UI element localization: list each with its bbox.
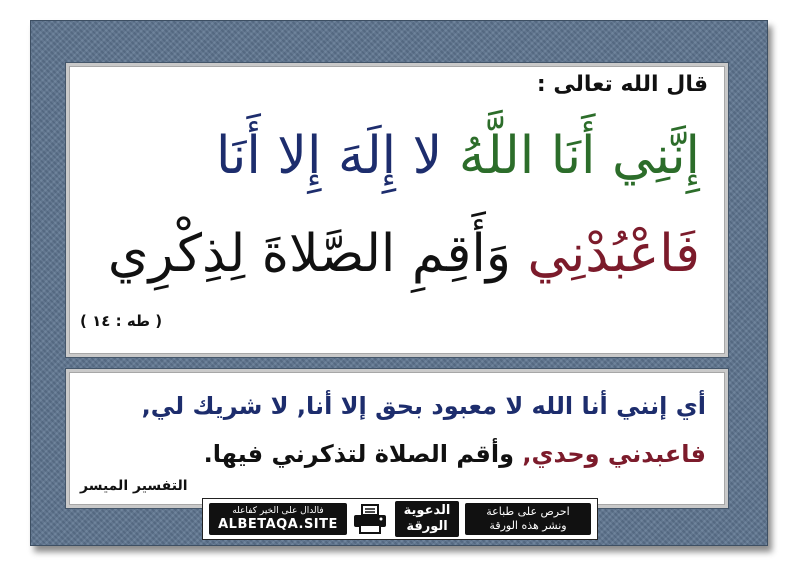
tafsir-text [66,382,706,478]
printer-icon [351,503,389,535]
brand-logo [395,501,459,537]
tafsir-source: التفسير الميسر [80,478,188,494]
verse-reference: ( طه : ١٤ ) [80,312,163,330]
verse-line-1 [216,126,700,186]
print-line: ونشر هذه الورقة [489,519,567,532]
brand-line: الورقة [406,519,448,534]
intro-heading: قال الله تعالى : [536,72,708,97]
tafsir-segment: لا شريك لي, [141,392,297,420]
verse-segment: فَاعْبُدْنِي [510,224,700,284]
tafsir-segment: فاعبدني وحدي, [522,440,706,468]
verse-segment: وَأَقِمِ الصَّلاةَ لِذِكْرِي [107,224,511,284]
verse-segment: أَنَا اللَّهُ [442,126,596,186]
verse-segment: لا إِلَهَ إِلا أَنَا [216,126,443,186]
verse-segment: إِنَّنِي [595,126,700,186]
footer-banner [202,498,598,540]
site-tagline: فالدال على الخير كفاعله [232,506,324,516]
tafsir-segment: أي إنني أنا الله لا معبود بحق إلا أنا, [296,392,706,420]
tafsir-segment: وأقم الصلاة لتذكرني فيها. [203,440,523,468]
print-line: احرص على طباعة [486,505,570,518]
verse-line-2 [108,224,700,284]
verse-panel [66,63,728,357]
print-notice [465,503,591,535]
site-name: ALBETAQA.SITE [218,517,338,532]
brand-line: الدعوية [403,503,451,518]
site-link[interactable] [209,503,347,535]
